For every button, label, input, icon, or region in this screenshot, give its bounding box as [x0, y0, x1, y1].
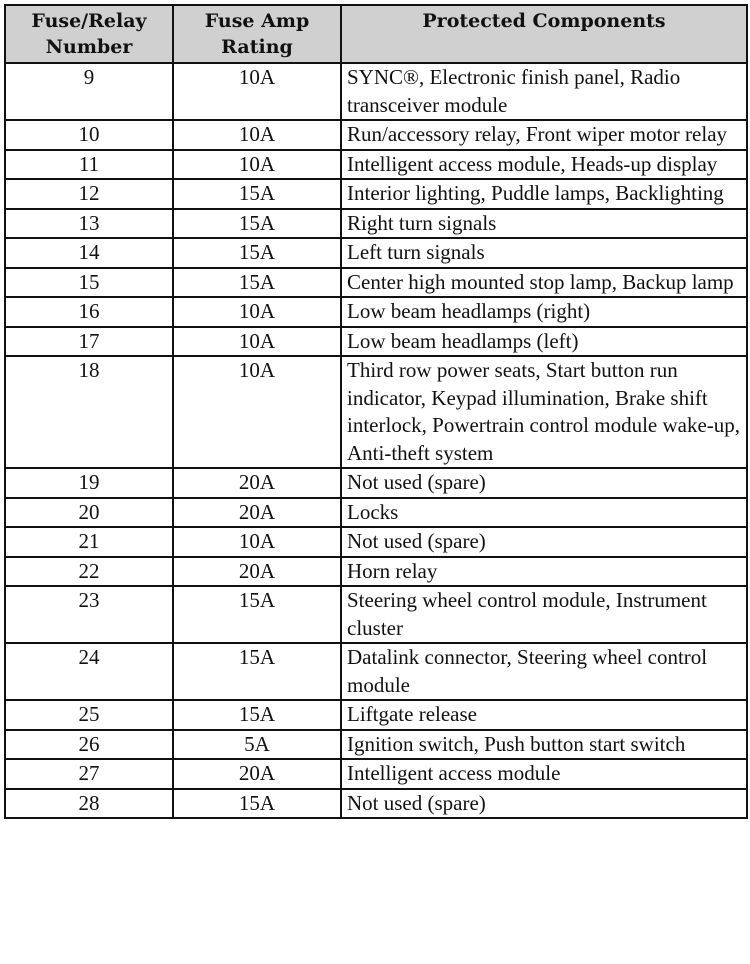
- protected-components-cell: Interior lighting, Puddle lamps, Backlighting: [341, 179, 747, 209]
- amp-rating-cell: 20A: [173, 468, 341, 498]
- amp-rating-cell: 10A: [173, 120, 341, 150]
- protected-components-cell: Not used (spare): [341, 468, 747, 498]
- protected-components-cell: Intelligent access module, Heads-up display: [341, 150, 747, 180]
- protected-components-cell: Low beam headlamps (right): [341, 297, 747, 327]
- protected-components-cell: Not used (spare): [341, 527, 747, 557]
- table-row: [5, 643, 747, 700]
- amp-rating-cell: 20A: [173, 557, 341, 587]
- fuse-number-cell: 26: [5, 730, 173, 760]
- table-row: [5, 238, 747, 268]
- protected-components-cell: Not used (spare): [341, 789, 747, 819]
- table-row: [5, 179, 747, 209]
- table-row: [5, 759, 747, 789]
- amp-rating-cell: 15A: [173, 268, 341, 298]
- protected-components-cell: SYNC®, Electronic finish panel, Radio transceiver module: [341, 63, 747, 120]
- fuse-number-cell: 19: [5, 468, 173, 498]
- table-row: [5, 150, 747, 180]
- fuse-number-cell: 9: [5, 63, 173, 120]
- fuse-table: [4, 4, 748, 819]
- protected-components-cell: Center high mounted stop lamp, Backup lamp: [341, 268, 747, 298]
- protected-components-cell: Liftgate release: [341, 700, 747, 730]
- header-fuse-amp-line2: Rating: [221, 36, 293, 58]
- header-protected-components: [341, 5, 747, 63]
- table-row: [5, 498, 747, 528]
- fuse-number-cell: 11: [5, 150, 173, 180]
- amp-rating-cell: 10A: [173, 327, 341, 357]
- header-fuse-amp-line1: Fuse Amp: [204, 10, 310, 32]
- amp-rating-cell: 15A: [173, 700, 341, 730]
- table-row: [5, 557, 747, 587]
- table-row: [5, 268, 747, 298]
- table-row: [5, 327, 747, 357]
- fuse-number-cell: 25: [5, 700, 173, 730]
- amp-rating-cell: 20A: [173, 759, 341, 789]
- fuse-number-cell: 17: [5, 327, 173, 357]
- fuse-number-cell: 16: [5, 297, 173, 327]
- table-row: [5, 356, 747, 468]
- amp-rating-cell: 15A: [173, 238, 341, 268]
- header-protected-components-label: Protected Components: [422, 10, 666, 32]
- protected-components-cell: Intelligent access module: [341, 759, 747, 789]
- fuse-number-cell: 22: [5, 557, 173, 587]
- amp-rating-cell: 15A: [173, 789, 341, 819]
- header-fuse-relay-line1: Fuse/Relay: [31, 10, 147, 32]
- protected-components-cell: Locks: [341, 498, 747, 528]
- amp-rating-cell: 10A: [173, 297, 341, 327]
- fuse-number-cell: 10: [5, 120, 173, 150]
- fuse-number-cell: 15: [5, 268, 173, 298]
- amp-rating-cell: 15A: [173, 643, 341, 700]
- protected-components-cell: Steering wheel control module, Instrument cluster: [341, 586, 747, 643]
- fuse-number-cell: 23: [5, 586, 173, 643]
- table-row: [5, 789, 747, 819]
- protected-components-cell: Third row power seats, Start button run indicator, Keypad illumination, Brake shift interlock, Powertrain control module wake-up, Anti-theft system: [341, 356, 747, 468]
- fuse-number-cell: 18: [5, 356, 173, 468]
- protected-components-cell: Datalink connector, Steering wheel control module: [341, 643, 747, 700]
- fuse-number-cell: 27: [5, 759, 173, 789]
- amp-rating-cell: 10A: [173, 63, 341, 120]
- amp-rating-cell: 15A: [173, 586, 341, 643]
- amp-rating-cell: 5A: [173, 730, 341, 760]
- amp-rating-cell: 10A: [173, 356, 341, 468]
- table-row: [5, 586, 747, 643]
- table-body: [5, 63, 747, 818]
- table-row: [5, 63, 747, 120]
- fuse-number-cell: 28: [5, 789, 173, 819]
- table-row: [5, 120, 747, 150]
- fuse-number-cell: 24: [5, 643, 173, 700]
- amp-rating-cell: 10A: [173, 527, 341, 557]
- amp-rating-cell: 15A: [173, 179, 341, 209]
- amp-rating-cell: 20A: [173, 498, 341, 528]
- protected-components-cell: Left turn signals: [341, 238, 747, 268]
- fuse-number-cell: 20: [5, 498, 173, 528]
- fuse-number-cell: 14: [5, 238, 173, 268]
- protected-components-cell: Ignition switch, Push button start switch: [341, 730, 747, 760]
- header-fuse-amp-rating: [173, 5, 341, 63]
- fuse-number-cell: 13: [5, 209, 173, 239]
- header-fuse-relay-number: [5, 5, 173, 63]
- amp-rating-cell: 10A: [173, 150, 341, 180]
- protected-components-cell: Run/accessory relay, Front wiper motor relay: [341, 120, 747, 150]
- protected-components-cell: Right turn signals: [341, 209, 747, 239]
- amp-rating-cell: 15A: [173, 209, 341, 239]
- table-row: [5, 527, 747, 557]
- header-row: [5, 5, 747, 63]
- fuse-number-cell: 12: [5, 179, 173, 209]
- table-row: [5, 468, 747, 498]
- table-row: [5, 700, 747, 730]
- protected-components-cell: Horn relay: [341, 557, 747, 587]
- protected-components-cell: Low beam headlamps (left): [341, 327, 747, 357]
- table-row: [5, 297, 747, 327]
- table-row: [5, 209, 747, 239]
- table-row: [5, 730, 747, 760]
- header-fuse-relay-line2: Number: [45, 36, 133, 58]
- table-header: [5, 5, 747, 63]
- fuse-number-cell: 21: [5, 527, 173, 557]
